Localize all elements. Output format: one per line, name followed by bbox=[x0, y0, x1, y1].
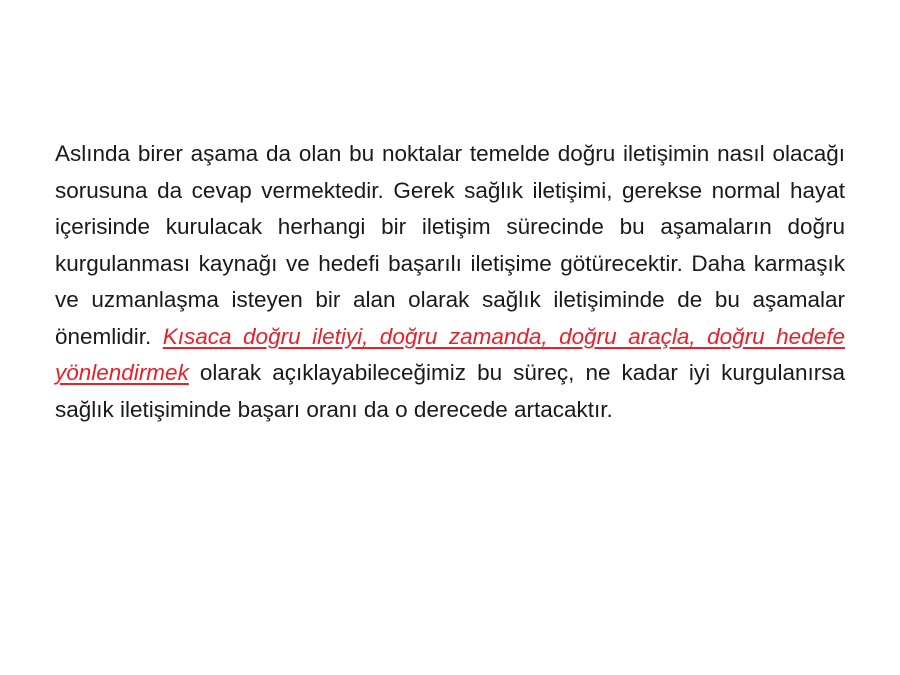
body-paragraph bbox=[55, 136, 845, 428]
highlighted-phrase: Kısaca doğru iletiyi, doğru zamanda, doğru araçla, doğru hedefe yönlendirmek bbox=[55, 323, 845, 385]
paragraph-text-before: Aslında birer aşama da olan bu noktalar temelde doğru iletişimin nasıl olacağı sorusuna da cevap vermektedir. Gerek sağlık iletişimi, gerekse normal hayat içerisinde kurulacak herhangi bir iletişim sürecinde bu aşamaların doğru kurgulanması kaynağı ve hedefi başarılı iletişime götürecektir. Daha karmaşık ve uzmanlaşma isteyen bir alan olarak sağlık iletişiminde de bu aşamalar önemlidir. bbox=[55, 141, 845, 349]
paragraph-text-after: olarak açıklayabileceğimiz bu süreç, ne kadar iyi kurgulanırsa sağlık iletişiminde başarı oranı da o derecede artacaktır. bbox=[55, 360, 845, 422]
